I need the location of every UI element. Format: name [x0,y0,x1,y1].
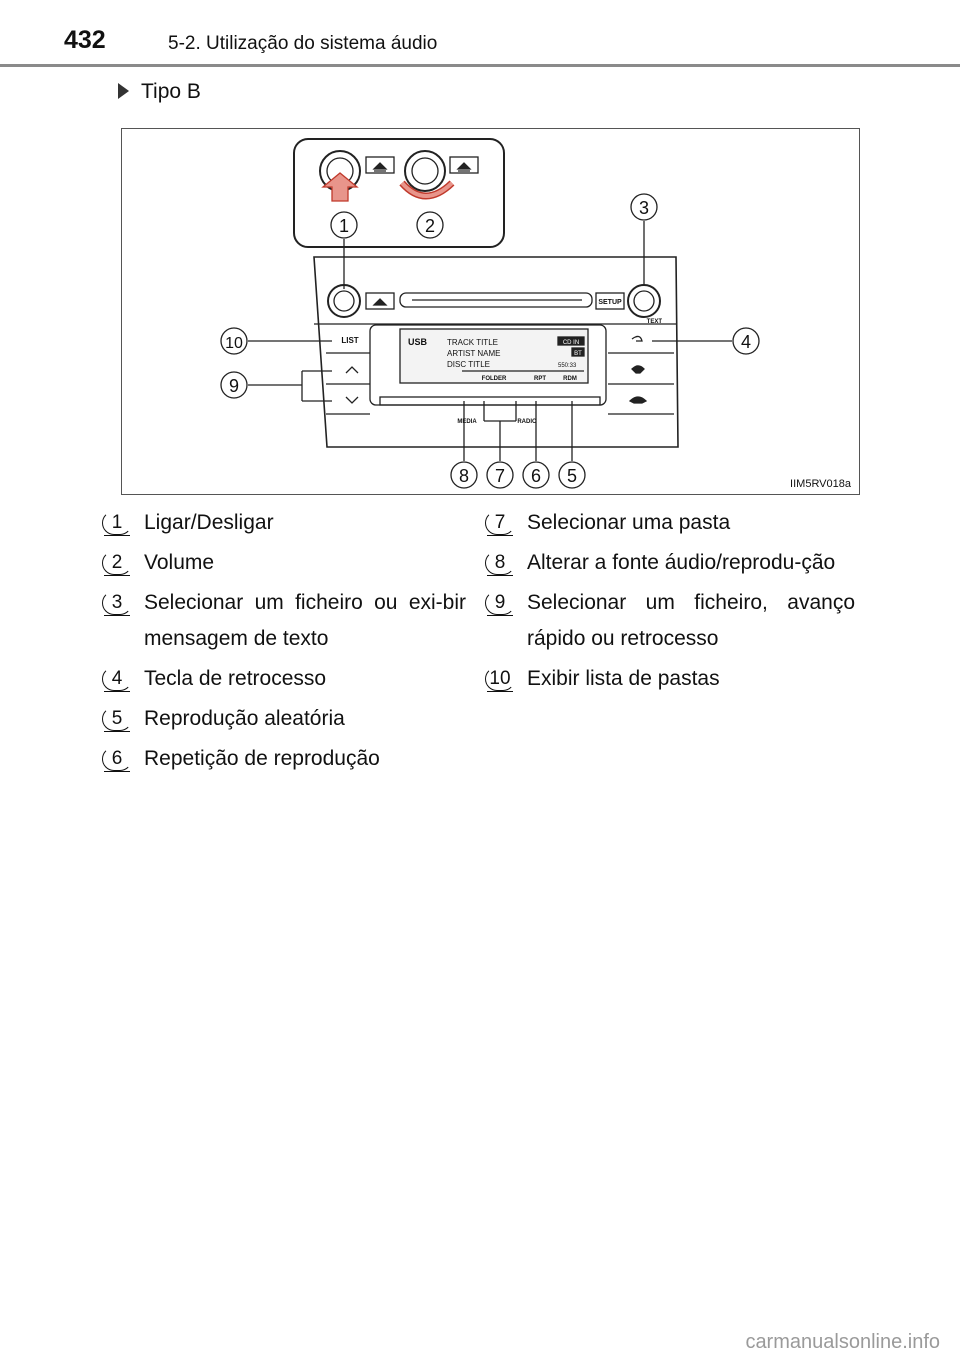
callout-1-label: 1 [338,216,350,236]
watermark: carmanualsonline.info [745,1331,940,1353]
callout-3-label: 3 [638,198,650,218]
item-text: Selecionar uma pasta [527,511,731,534]
rdm-label: RDM [563,376,577,382]
callout-10 [221,328,247,354]
item-number-badge: 8 [487,551,513,576]
volume-knob-inset [405,151,445,191]
item-number-badge: 7 [487,511,513,536]
bt-label: BT [574,351,582,357]
triangle-bullet-icon [118,83,129,99]
page-number: 432 [64,26,106,54]
item-text: Volume [144,551,215,574]
callout-4 [733,328,759,354]
legend-item [487,661,855,697]
legend-item [104,505,466,541]
power-knob [328,285,360,317]
figure-code: IIM5RV018a [790,478,851,490]
callout-8 [451,462,477,488]
disc-title: DISC TITLE [447,360,490,369]
eject-icon [458,163,470,171]
callout-8-label: 8 [458,466,470,486]
callout-5 [559,462,585,488]
chevron-down-icon [346,397,358,403]
legend-item [104,741,466,777]
callout-7 [487,462,513,488]
eject-icon [374,163,386,171]
item-number-badge: 1 [104,511,130,536]
callout-9 [221,372,247,398]
text-label: TEXT [646,319,662,325]
chevron-up-icon [346,367,358,373]
volume-knob-inset-inner [412,158,438,184]
callout-9-label: 9 [228,376,240,396]
item-text: Selecionar um ficheiro ou exi-bir mensagem de texto [144,591,466,650]
tune-knob [628,285,660,317]
folder-label: FOLDER [481,376,507,382]
legend-item [104,545,466,581]
section-title-text: Tipo B [141,80,201,103]
callout-6-label: 6 [530,466,542,486]
item-text: Alterar a fonte áudio/reprodu-ção [527,551,836,574]
tune-knob-inner [634,291,654,311]
time-label: 550:33 [558,363,577,369]
audio-unit-figure [121,128,860,495]
softkey-strip [380,397,600,405]
source-label: USB [408,337,428,347]
leader-line-9 [248,371,332,401]
item-text: Exibir lista de pastas [527,667,720,690]
item-number-badge: 5 [104,707,130,732]
track-title: TRACK TITLE [447,338,498,347]
legend-item [487,585,855,657]
item-text: Reprodução aleatória [144,707,345,730]
callout-5-label: 5 [566,466,578,486]
item-number-badge: 9 [487,591,513,616]
item-text: Ligar/Desligar [144,511,274,534]
legend-item [104,701,466,737]
item-text: Selecionar um ficheiro, avanço rápido ou retrocesso [527,591,855,650]
callout-10-label: 10 [225,335,243,352]
rpt-label: RPT [534,376,546,382]
legend-right-column [487,505,855,701]
power-knob-inner [334,291,354,311]
header-divider [0,64,960,67]
list-label: LIST [341,336,359,345]
eject-icon [374,299,386,305]
legend-item [104,585,466,657]
inset-box [294,139,504,247]
item-number-badge: 3 [104,591,130,616]
item-number-badge: 2 [104,551,130,576]
item-text: Tecla de retrocesso [144,667,327,690]
item-number-badge: 6 [104,747,130,772]
item-number-badge: 10 [487,667,513,692]
radio-label: RADIO [517,419,537,425]
legend-item [487,545,855,581]
phone-hangup-icon [630,397,646,403]
callout-3 [631,194,657,220]
chapter-title: 5-2. Utilização do sistema áudio [168,33,438,54]
callout-7-label: 7 [494,466,506,486]
callout-2-label: 2 [424,216,436,236]
callout-1 [331,212,357,238]
callout-2 [417,212,443,238]
cd-in-label: CD IN [562,340,580,346]
legend-item [487,505,855,541]
callout-4-label: 4 [740,332,752,352]
setup-label: SETUP [598,299,622,306]
back-icon [632,336,642,341]
audio-unit-illustration [122,129,861,496]
artist-name: ARTIST NAME [447,349,501,358]
item-text: Repetição de reprodução [144,747,380,770]
item-number-badge: 4 [104,667,130,692]
leader-lines-bottom [464,401,572,461]
phone-pickup-icon [632,366,644,373]
callout-6 [523,462,549,488]
legend-item [104,661,466,697]
legend-left-column [104,505,466,781]
section-title [118,80,201,104]
media-label: MEDIA [457,419,477,425]
